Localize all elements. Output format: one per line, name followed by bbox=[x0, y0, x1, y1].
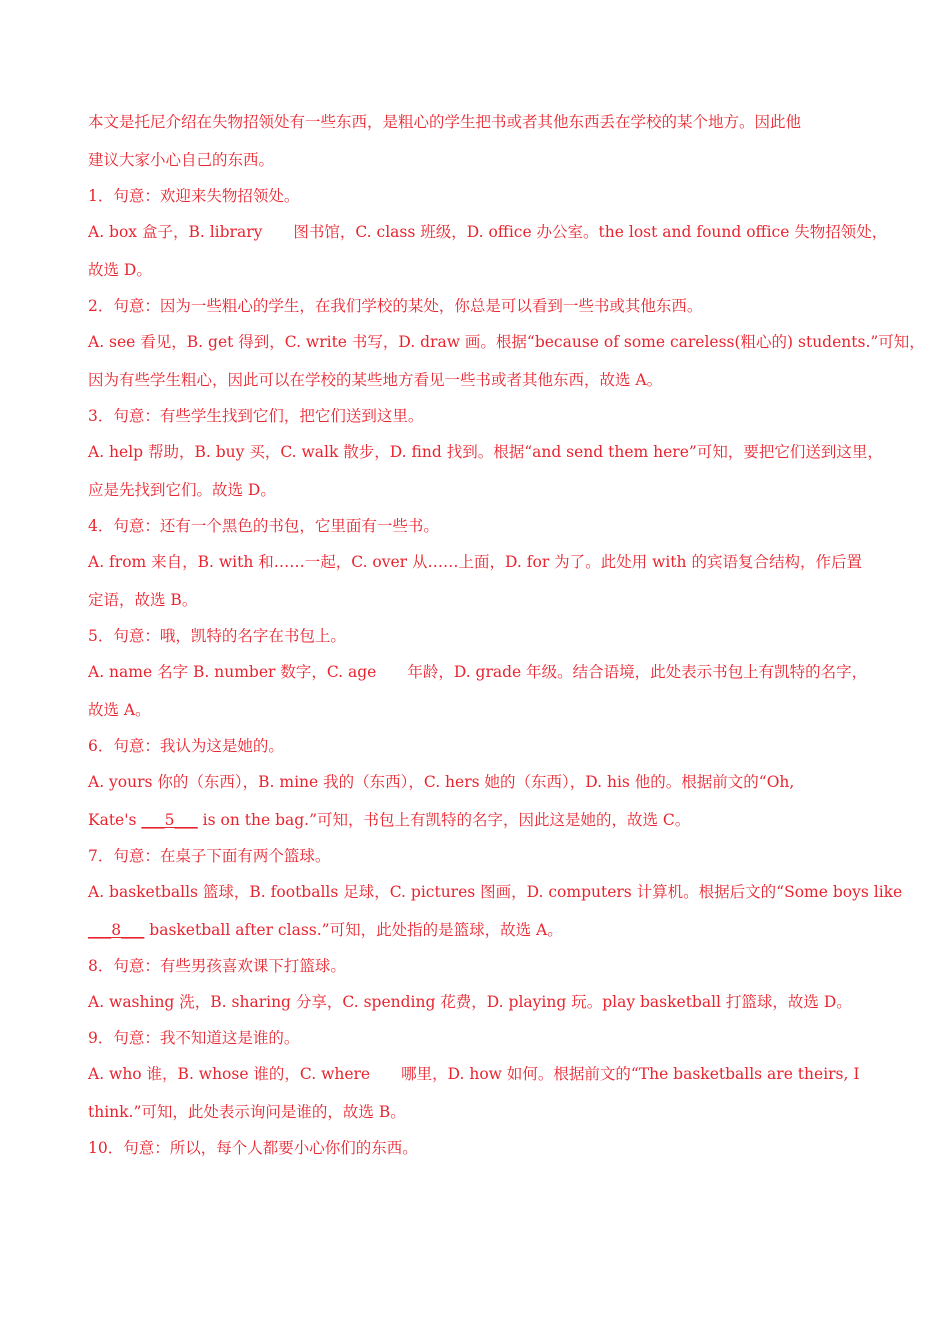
question-2-translation: 2．句意：因为一些粗心的学生，在我们学校的某处，你总是可以看到一些书或其他东西。 bbox=[88, 297, 703, 315]
question-6-translation: 6．句意：我认为这是她的。 bbox=[88, 737, 284, 755]
question-2-analysis: A. see 看见，B. get 得到，C. write 书写，D. draw 画。根据“because of some careless(粗心的) students.”可知， bbox=[88, 333, 925, 351]
answer-explanation bbox=[88, 112, 925, 1158]
question-9-translation: 9．句意：我不知道这是谁的。 bbox=[88, 1029, 300, 1047]
question-5-translation: 5．句意：哦，凯特的名字在书包上。 bbox=[88, 627, 346, 645]
question-7-analysis: A. basketballs 篮球，B. footballs 足球，C. pictures 图画，D. computers 计算机。根据后文的“Some boys like bbox=[88, 883, 903, 901]
question-10-translation: 10．句意：所以，每个人都要小心你们的东西。 bbox=[88, 1139, 418, 1157]
question-3-translation: 3．句意：有些学生找到它们，把它们送到这里。 bbox=[88, 407, 424, 425]
question-4-translation: 4．句意：还有一个黑色的书包，它里面有一些书。 bbox=[88, 517, 439, 535]
question-3-analysis: A. help 帮助，B. buy 买，C. walk 散步，D. find 找到。根据“and send them here”可知，要把它们送到这里， bbox=[88, 443, 883, 461]
question-7-analysis-cont bbox=[88, 920, 868, 940]
blank-reference-5: ___5___ bbox=[141, 811, 198, 829]
question-6-analysis-cont bbox=[88, 810, 868, 830]
question-5-analysis-cont: 故选 A。 bbox=[88, 701, 151, 719]
analysis-text: Kate's bbox=[88, 811, 142, 829]
question-1-translation: 1．句意：欢迎来失物招领处。 bbox=[88, 187, 300, 205]
question-5-analysis: A. name 名字 B. number 数字，C. age 年龄，D. grade 年级。结合语境，此处表示书包上有凯特的名字， bbox=[88, 663, 868, 681]
question-7-translation: 7．句意：在桌子下面有两个篮球。 bbox=[88, 847, 331, 865]
intro-line-1: 本文是托尼介绍在失物招领处有一些东西，是粗心的学生把书或者其他东西丢在学校的某个地方。因此他 bbox=[88, 113, 802, 131]
question-1-analysis-cont: 故选 D。 bbox=[88, 261, 152, 279]
question-8-analysis: A. washing 洗，B. sharing 分享，C. spending 花费，D. playing 玩。play basketball 打篮球，故选 D。 bbox=[88, 993, 852, 1011]
question-2-analysis-cont: 因为有些学生粗心，因此可以在学校的某些地方看见一些书或者其他东西，故选 A。 bbox=[88, 371, 663, 389]
question-9-analysis-cont: think.”可知，此处表示询问是谁的，故选 B。 bbox=[88, 1103, 406, 1121]
question-9-analysis: A. who 谁，B. whose 谁的，C. where 哪里，D. how 如何。根据前文的“The basketballs are theirs, I bbox=[88, 1065, 860, 1083]
question-8-translation: 8．句意：有些男孩喜欢课下打篮球。 bbox=[88, 957, 346, 975]
question-4-analysis-cont: 定语，故选 B。 bbox=[88, 591, 198, 609]
analysis-text: is on the bag.”可知，书包上有凯特的名字，因此这是她的，故选 C。 bbox=[197, 811, 691, 829]
question-4-analysis: A. from 来自，B. with 和……一起，C. over 从……上面，D. for 为了。此处用 with 的宾语复合结构，作后置 bbox=[88, 553, 862, 571]
question-1-analysis: A. box 盒子，B. library 图书馆，C. class 班级，D. office 办公室。the lost and found office 失物招领处， bbox=[88, 223, 888, 241]
blank-reference-8: ___8___ bbox=[88, 921, 145, 939]
question-3-analysis-cont: 应是先找到它们。故选 D。 bbox=[88, 481, 276, 499]
intro-line-2: 建议大家小心自己的东西。 bbox=[88, 151, 275, 169]
analysis-text: basketball after class.”可知，此处指的是篮球，故选 A。 bbox=[144, 921, 563, 939]
question-6-analysis: A. yours 你的（东西），B. mine 我的（东西），C. hers 她的（东西），D. his 他的。根据前文的“Oh, bbox=[88, 773, 795, 791]
